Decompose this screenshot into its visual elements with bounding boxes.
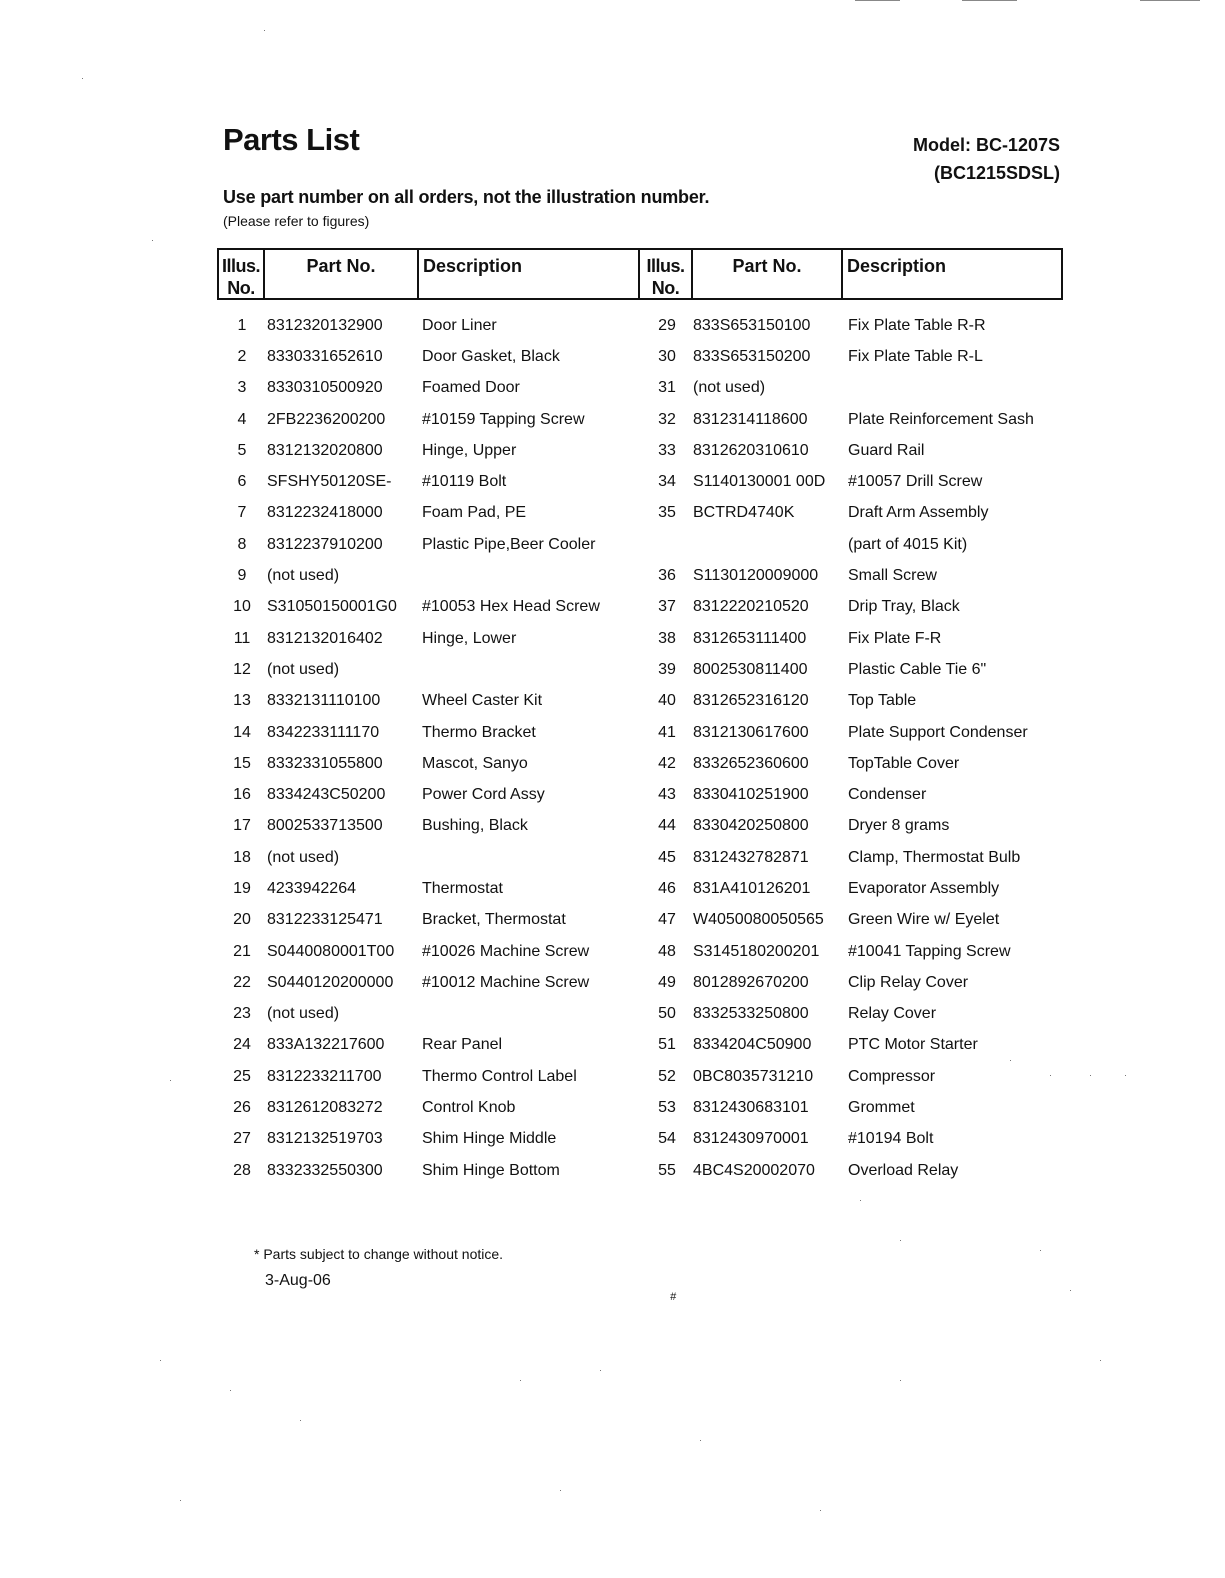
part-description: Fix Plate F-R: [848, 629, 942, 647]
part-description: #10119 Bolt: [422, 473, 507, 491]
table-row: [647, 310, 1034, 341]
part-number: 8312132519703: [267, 1130, 383, 1148]
part-number: 2FB2236200200: [267, 410, 386, 428]
part-description: Bushing, Black: [422, 817, 528, 835]
scan-speckle: [160, 1360, 161, 1361]
part-description: Shim Hinge Middle: [422, 1130, 557, 1148]
table-row: [647, 967, 1034, 998]
illus-number: 3: [237, 379, 247, 397]
illus-number: 41: [658, 723, 676, 741]
table-row: [222, 1124, 600, 1155]
part-number: 8312233211700: [267, 1067, 382, 1085]
table-row: [222, 686, 600, 717]
table-row: [647, 404, 1034, 435]
part-number: 8312432782871: [693, 848, 809, 866]
part-number: 8330410251900: [693, 786, 809, 804]
part-number: 8312612083272: [267, 1099, 383, 1117]
part-number: (not used): [267, 848, 340, 866]
illus-number: 43: [658, 786, 676, 804]
table-row: [222, 466, 600, 497]
illus-number: 40: [658, 692, 676, 710]
footnote: * Parts subject to change without notice.: [254, 1246, 504, 1262]
part-number: 8330310500920: [267, 379, 383, 397]
illus-number: 25: [233, 1067, 251, 1085]
illus-number: 9: [237, 567, 247, 585]
part-description: Shim Hinge Bottom: [422, 1161, 560, 1179]
table-row: [647, 1061, 1034, 1092]
table-row: [647, 811, 1034, 842]
part-number: 8334243C50200: [267, 786, 386, 804]
illus-number: 13: [233, 692, 251, 710]
part-number: 831A410126201: [693, 879, 811, 897]
part-description: Draft Arm Assembly: [848, 504, 989, 522]
table-row: [222, 842, 600, 873]
part-number: 0BC8035731210: [693, 1067, 814, 1085]
model-block: [913, 131, 1060, 187]
part-number: 8334204C50900: [693, 1036, 812, 1054]
header-no-label: No.: [227, 278, 255, 298]
part-description: Fix Plate Table R-R: [848, 316, 986, 334]
illus-number: 30: [658, 347, 676, 365]
table-row: [647, 936, 1034, 967]
part-description: Hinge, Lower: [422, 629, 517, 647]
table-row: [647, 686, 1034, 717]
illus-number: 28: [233, 1161, 251, 1179]
illus-number: 18: [233, 848, 251, 866]
part-number: 833A132217600: [267, 1036, 385, 1054]
scan-speckle: [230, 1390, 231, 1391]
table-row: [647, 373, 1034, 404]
table-row: [647, 466, 1034, 497]
part-description: Dryer 8 grams: [848, 817, 950, 835]
part-number: (not used): [267, 660, 340, 678]
table-row: [222, 560, 600, 591]
illus-number: 23: [233, 1005, 251, 1023]
figure-reference-note: (Please refer to figures): [223, 213, 370, 229]
scan-mark: #: [670, 1291, 677, 1303]
table-row: [647, 435, 1034, 466]
scan-speckle: [700, 1440, 701, 1441]
part-number: 8312130617600: [693, 723, 809, 741]
illus-number: 21: [233, 942, 251, 960]
scan-speckle: [520, 1380, 521, 1381]
part-description: Relay Cover: [848, 1005, 937, 1023]
table-row: [647, 1155, 1034, 1186]
illus-number: 36: [658, 567, 676, 585]
parts-column-right: [647, 310, 1034, 1186]
order-instruction: Use part number on all orders, not the illustration number.: [223, 187, 710, 207]
scan-speckle: [82, 78, 83, 79]
header-illus-label: Illus.: [221, 256, 260, 276]
scan-speckle: [900, 1380, 901, 1381]
illus-number: 49: [658, 973, 676, 991]
table-row: [222, 873, 600, 904]
table-row: [647, 905, 1034, 936]
part-description: Thermo Control Label: [422, 1067, 577, 1085]
part-number: 8312233125471: [267, 911, 383, 929]
part-description: Foamed Door: [422, 379, 520, 397]
part-description: Fix Plate Table R-L: [848, 347, 983, 365]
illus-number: 7: [237, 504, 247, 522]
table-row: [647, 717, 1034, 748]
part-number: 833S653150100: [693, 316, 811, 334]
part-description: Thermostat: [422, 879, 503, 897]
part-number: 8312314118600: [693, 410, 808, 428]
part-description: #10057 Drill Screw: [848, 473, 983, 491]
part-number: 8312132016402: [267, 629, 383, 647]
part-description: Plastic Pipe,Beer Cooler: [422, 535, 596, 553]
part-description: Rear Panel: [422, 1036, 503, 1054]
part-description: Top Table: [848, 692, 917, 710]
table-row: [222, 498, 600, 529]
table-row: [647, 1124, 1034, 1155]
illus-number: 42: [658, 754, 676, 772]
table-row: [647, 1030, 1034, 1061]
model-number: Model: BC-1207S: [912, 135, 1060, 155]
table-row: [222, 341, 600, 372]
part-description: Guard Rail: [848, 441, 925, 459]
illus-number: 31: [658, 379, 676, 397]
illus-number: 4: [237, 410, 247, 428]
illus-number: 46: [658, 879, 676, 897]
illus-number: 54: [658, 1130, 676, 1148]
part-description: #10194 Bolt: [848, 1130, 934, 1148]
table-row: [222, 435, 600, 466]
scan-speckle: [1100, 1360, 1101, 1361]
part-number: 4233942264: [267, 879, 356, 897]
illus-number: 39: [658, 660, 676, 678]
illus-number: 17: [233, 817, 251, 835]
scan-speckle: [300, 1420, 301, 1421]
illus-number: 35: [658, 504, 676, 522]
part-number: S0440120200000: [267, 973, 394, 991]
table-row: [222, 779, 600, 810]
part-number: BCTRD4740K: [693, 504, 795, 522]
part-description: Clip Relay Cover: [848, 973, 969, 991]
scan-speckle: [1125, 1075, 1126, 1076]
part-description: #10012 Machine Screw: [422, 973, 590, 991]
illus-number: 12: [233, 660, 251, 678]
part-number: 8330420250800: [693, 817, 809, 835]
part-description: Door Liner: [422, 316, 497, 334]
illus-number: 48: [658, 942, 676, 960]
scan-speckle: [264, 30, 265, 31]
part-number: 8332131110100: [267, 692, 381, 710]
part-number: S1140130001 00D: [693, 473, 826, 491]
table-row: [222, 811, 600, 842]
scan-speckle: [900, 1240, 901, 1241]
table-row: [222, 404, 600, 435]
table-row: [222, 1155, 600, 1186]
illus-number: 33: [658, 441, 676, 459]
part-description: Bracket, Thermostat: [422, 911, 566, 929]
table-row: [222, 654, 600, 685]
table-row: [647, 623, 1034, 654]
illus-number: 22: [233, 973, 251, 991]
illus-number: 44: [658, 817, 676, 835]
part-number: 8002530811400: [693, 660, 808, 678]
scan-artifact: [855, 0, 900, 1]
header-description: Description: [419, 250, 640, 298]
illus-number: 2: [237, 347, 247, 365]
scan-speckle: [820, 1510, 821, 1511]
illus-number: 26: [233, 1099, 251, 1117]
scan-speckle: [860, 1200, 861, 1201]
part-description: Clamp, Thermostat Bulb: [848, 848, 1021, 866]
part-number: W4050080050565: [693, 911, 824, 929]
table-row: [647, 1092, 1034, 1123]
part-description: Plastic Cable Tie 6": [848, 660, 987, 678]
part-description: Plate Reinforcement Sash: [848, 410, 1034, 428]
table-row: [647, 873, 1034, 904]
illus-number: 11: [233, 629, 251, 647]
scan-speckle: [170, 1080, 171, 1081]
scan-speckle: [600, 1370, 601, 1371]
table-row: [647, 999, 1034, 1030]
table-row: [647, 842, 1034, 873]
scan-speckle: [1070, 1290, 1071, 1291]
illus-number: 15: [233, 754, 251, 772]
table-row: [222, 529, 600, 560]
part-number: S1130120009000: [693, 567, 819, 585]
part-number: 8342233111170: [267, 723, 380, 741]
scan-speckle: [180, 1500, 181, 1501]
illus-number: 14: [233, 723, 251, 741]
part-number: S3145180200201: [693, 942, 820, 960]
part-number: 4BC4S20002070: [693, 1161, 815, 1179]
part-description: #10026 Machine Screw: [422, 942, 590, 960]
part-number: 8012892670200: [693, 973, 809, 991]
part-number: 8332533250800: [693, 1005, 809, 1023]
part-description: Hinge, Upper: [422, 441, 517, 459]
table-row: [222, 967, 600, 998]
illus-number: 37: [658, 598, 676, 616]
part-description: PTC Motor Starter: [848, 1036, 978, 1054]
illus-number: 32: [658, 410, 676, 428]
scan-speckle: [560, 1490, 561, 1491]
part-number: 8002533713500: [267, 817, 383, 835]
table-row: [222, 717, 600, 748]
illus-number: 34: [658, 473, 676, 491]
parts-column-left: [222, 310, 600, 1186]
part-number: 8312430970001: [693, 1130, 809, 1148]
header-part-no-right: Part No.: [693, 250, 843, 298]
table-row: [647, 341, 1034, 372]
table-row: [222, 905, 600, 936]
illus-number: 19: [233, 879, 251, 897]
part-description: Mascot, Sanyo: [422, 754, 528, 772]
part-number: 8312237910200: [267, 535, 383, 553]
part-description: #10041 Tapping Screw: [848, 942, 1011, 960]
part-number: 8332332550300: [267, 1161, 383, 1179]
part-number: 8332331055800: [267, 754, 383, 772]
part-number: 8312320132900: [267, 316, 383, 334]
illus-number: 52: [658, 1067, 676, 1085]
part-number: 8312430683101: [693, 1099, 809, 1117]
part-number: SFSHY50120SE-: [267, 473, 392, 491]
illus-number: 38: [658, 629, 676, 647]
illus-number: 47: [658, 911, 676, 929]
part-description: Door Gasket, Black: [422, 347, 560, 365]
table-row: [222, 748, 600, 779]
illus-number: 20: [233, 911, 251, 929]
table-row: [647, 529, 1034, 560]
scan-speckle: [1040, 1250, 1041, 1251]
part-description: Grommet: [848, 1099, 915, 1117]
header-description-right: Description: [847, 256, 947, 276]
part-description: Plate Support Condenser: [848, 723, 1028, 741]
header-part-no: Part No.: [265, 250, 419, 298]
part-number: 8312653111400: [693, 629, 807, 647]
part-description: Thermo Bracket: [422, 723, 536, 741]
header-no-label: No.: [651, 278, 680, 298]
part-description: Foam Pad, PE: [422, 504, 527, 522]
scan-speckle: [1010, 1060, 1011, 1061]
part-description: Condenser: [848, 786, 927, 804]
parts-table-header: [217, 248, 1063, 300]
illus-number: 53: [658, 1099, 676, 1117]
table-row: [647, 498, 1034, 529]
part-number: 8330331652610: [267, 347, 383, 365]
table-row: [647, 748, 1034, 779]
illus-number: 16: [233, 786, 251, 804]
page-title: Parts List: [223, 122, 360, 157]
illus-number: 6: [237, 473, 247, 491]
illus-number: 51: [658, 1036, 676, 1054]
illus-number: 27: [233, 1130, 251, 1148]
part-number: 8312220210520: [693, 598, 809, 616]
illus-number: 1: [237, 316, 247, 334]
part-description: #10053 Hex Head Screw: [422, 598, 600, 616]
table-row: [222, 1030, 600, 1061]
table-row: [647, 654, 1034, 685]
table-row: [222, 1061, 600, 1092]
part-number: 8312620310610: [693, 441, 809, 459]
document-date: 3-Aug-06: [265, 1272, 331, 1289]
illus-number: 24: [233, 1036, 251, 1054]
illus-number: 5: [237, 441, 247, 459]
part-number: 8332652360600: [693, 754, 809, 772]
scan-speckle: [152, 240, 153, 241]
illus-number: 10: [233, 598, 251, 616]
illus-number: 8: [237, 535, 247, 553]
table-row: [647, 779, 1034, 810]
header-illus-no-right: [640, 250, 693, 298]
part-description: Overload Relay: [848, 1161, 959, 1179]
table-row: [647, 592, 1034, 623]
scan-artifact: [962, 0, 1017, 1]
part-description: Drip Tray, Black: [848, 598, 960, 616]
illus-number: 45: [658, 848, 676, 866]
table-row: [222, 592, 600, 623]
table-row: [222, 936, 600, 967]
illus-number: 29: [658, 316, 676, 334]
table-row: [222, 310, 600, 341]
part-description: Power Cord Assy: [422, 786, 545, 804]
scan-artifact: [1140, 0, 1200, 1]
header-illus-no: [219, 250, 265, 298]
table-row: [647, 560, 1034, 591]
part-number: 833S653150200: [693, 347, 811, 365]
part-description: (part of 4015 Kit): [848, 535, 968, 553]
part-number: S0440080001T00: [267, 942, 395, 960]
model-alt-number: (BC1215SDSL): [933, 163, 1060, 183]
part-description: Green Wire w/ Eyelet: [848, 911, 1000, 929]
part-description: Compressor: [848, 1067, 936, 1085]
part-description: Wheel Caster Kit: [422, 692, 543, 710]
part-number: S31050150001G0: [267, 598, 397, 616]
part-description: Evaporator Assembly: [848, 879, 1000, 897]
scan-speckle: [1050, 1075, 1051, 1076]
table-row: [222, 623, 600, 654]
part-number: (not used): [267, 567, 340, 585]
table-row: [222, 999, 600, 1030]
header-illus-label: Illus.: [646, 256, 685, 276]
scan-speckle: [1090, 1075, 1091, 1076]
table-row: [222, 373, 600, 404]
illus-number: 50: [658, 1005, 676, 1023]
part-description: Small Screw: [848, 567, 937, 585]
part-number: 8312652316120: [693, 692, 809, 710]
part-description: Control Knob: [422, 1099, 516, 1117]
part-number: 8312132020800: [267, 441, 383, 459]
part-number: (not used): [267, 1005, 340, 1023]
part-description: TopTable Cover: [848, 754, 960, 772]
part-description: #10159 Tapping Screw: [422, 410, 585, 428]
part-number: 8312232418000: [267, 504, 383, 522]
table-row: [222, 1092, 600, 1123]
part-number: (not used): [693, 379, 766, 397]
illus-number: 55: [658, 1161, 676, 1179]
